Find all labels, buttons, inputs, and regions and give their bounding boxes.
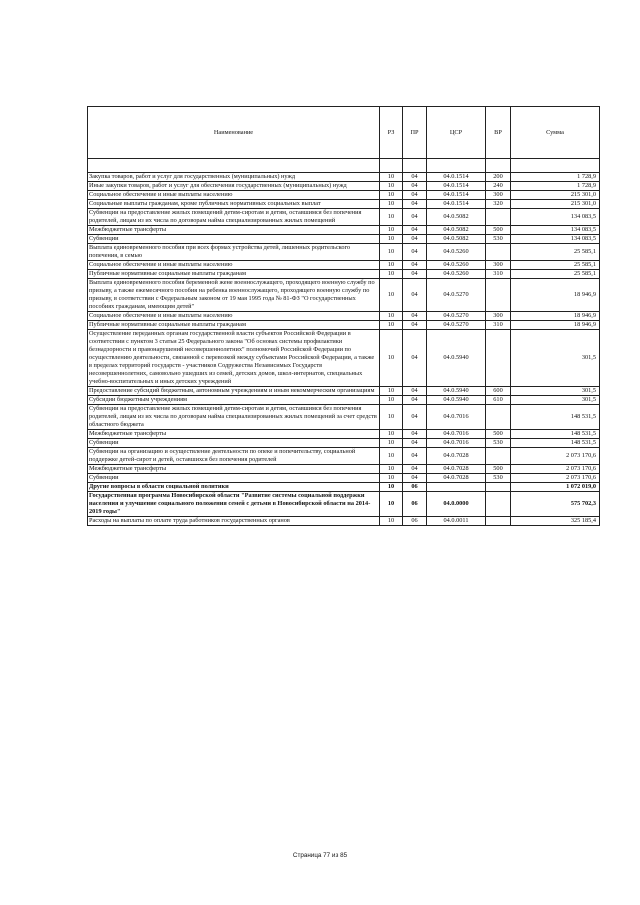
cell-name: Субвенции xyxy=(88,474,380,483)
header-rz: РЗ xyxy=(380,107,403,159)
cell-csr: 04.0.5082 xyxy=(427,209,486,226)
table-row xyxy=(88,244,600,261)
table-row xyxy=(88,465,600,474)
cell-rz: 10 xyxy=(380,439,403,448)
cell-name: Осуществление переданных органам государственной власти субъектов Российской Федерации в соответствии с пунктом 3 статьи 25 Федерального закона "Об основах системы профилактики безнадзорности и правонарушений несовершеннолетних" полномочий Российской Федерации по осуществлению деятельности, связанной с перевозкой между субъектами Российской Федерации, а также в пределах территорий государств - участников Содружества Независимых Государств несовершеннолетних, самовольно ушедших из семей, детских домов, школ-интернатов, специальных учебно-воспитательных и иных детских учреждений xyxy=(88,330,380,387)
cell-name: Предоставление субсидий бюджетным, автономным учреждениям и иным некоммерческим организациям xyxy=(88,387,380,396)
table-row xyxy=(88,226,600,235)
table-body xyxy=(88,173,600,526)
cell-pr: 04 xyxy=(403,396,427,405)
cell-sum: 25 585,1 xyxy=(511,261,600,270)
cell-csr: 04.0.7028 xyxy=(427,474,486,483)
cell-vr xyxy=(486,448,511,465)
cell-csr: 04.0.0000 xyxy=(427,492,486,517)
cell-rz: 10 xyxy=(380,209,403,226)
cell-rz: 10 xyxy=(380,330,403,387)
cell-pr: 04 xyxy=(403,330,427,387)
cell-vr xyxy=(486,517,511,526)
table-row xyxy=(88,330,600,387)
table-row xyxy=(88,312,600,321)
cell-pr: 04 xyxy=(403,474,427,483)
cell-vr: 530 xyxy=(486,474,511,483)
header-sum: Сумма xyxy=(511,107,600,159)
cell-name: Иные закупки товаров, работ и услуг для обеспечения государственных (муниципальных) нужд xyxy=(88,182,380,191)
cell-sum: 134 083,5 xyxy=(511,209,600,226)
cell-rz: 10 xyxy=(380,405,403,430)
cell-csr: 04.0.5270 xyxy=(427,312,486,321)
cell-csr: 04.0.7016 xyxy=(427,430,486,439)
cell-csr: 04.0.7016 xyxy=(427,405,486,430)
table-row xyxy=(88,182,600,191)
cell-rz: 10 xyxy=(380,200,403,209)
cell-csr: 04.0.7028 xyxy=(427,448,486,465)
cell-pr: 04 xyxy=(403,244,427,261)
cell-vr: 500 xyxy=(486,430,511,439)
cell-pr: 06 xyxy=(403,492,427,517)
table-row xyxy=(88,261,600,270)
budget-table xyxy=(87,106,600,526)
cell-vr xyxy=(486,244,511,261)
cell-name: Закупка товаров, работ и услуг для государственных (муниципальных) нужд xyxy=(88,173,380,182)
cell-name: Субвенции на предоставление жилых помещений детям-сиротам и детям, оставшимся без попечения родителей, лицам из их числа по договорам найма специализированных жилых помещений xyxy=(88,209,380,226)
cell-pr: 04 xyxy=(403,191,427,200)
cell-vr: 500 xyxy=(486,465,511,474)
table-row xyxy=(88,387,600,396)
header-pr: ПР xyxy=(403,107,427,159)
cell-vr: 200 xyxy=(486,173,511,182)
cell-csr: 04.0.0011 xyxy=(427,517,486,526)
cell-vr xyxy=(486,492,511,517)
cell-rz: 10 xyxy=(380,517,403,526)
cell-pr: 04 xyxy=(403,387,427,396)
cell-name: Публичные нормативные социальные выплаты гражданам xyxy=(88,321,380,330)
cell-name: Социальные выплаты гражданам, кроме публичных нормативных социальных выплат xyxy=(88,200,380,209)
cell-rz: 10 xyxy=(380,235,403,244)
cell-sum: 148 531,5 xyxy=(511,430,600,439)
cell-rz: 10 xyxy=(380,261,403,270)
cell-sum: 134 083,5 xyxy=(511,226,600,235)
cell-pr: 04 xyxy=(403,439,427,448)
table-row xyxy=(88,270,600,279)
cell-vr: 610 xyxy=(486,396,511,405)
cell-sum: 1 728,9 xyxy=(511,173,600,182)
cell-pr: 06 xyxy=(403,517,427,526)
cell-vr xyxy=(486,279,511,312)
cell-pr: 04 xyxy=(403,209,427,226)
cell-pr: 04 xyxy=(403,430,427,439)
header-name: Наименование xyxy=(88,107,380,159)
cell-name: Межбюджетные трансферты xyxy=(88,430,380,439)
cell-name: Социальное обеспечение и иные выплаты населению xyxy=(88,312,380,321)
cell-vr xyxy=(486,209,511,226)
cell-pr: 04 xyxy=(403,321,427,330)
cell-vr: 600 xyxy=(486,387,511,396)
table-row xyxy=(88,173,600,182)
table-row xyxy=(88,517,600,526)
cell-csr: 04.0.5082 xyxy=(427,235,486,244)
cell-vr xyxy=(486,405,511,430)
cell-rz: 10 xyxy=(380,387,403,396)
cell-sum: 301,5 xyxy=(511,330,600,387)
spacer-cell xyxy=(511,159,600,173)
table-row xyxy=(88,396,600,405)
cell-vr: 310 xyxy=(486,321,511,330)
cell-rz: 10 xyxy=(380,483,403,492)
cell-rz: 10 xyxy=(380,321,403,330)
cell-sum: 301,5 xyxy=(511,387,600,396)
cell-csr: 04.0.1514 xyxy=(427,182,486,191)
cell-csr: 04.0.5260 xyxy=(427,244,486,261)
table-row xyxy=(88,474,600,483)
cell-vr: 300 xyxy=(486,312,511,321)
table-row xyxy=(88,209,600,226)
cell-rz: 10 xyxy=(380,396,403,405)
cell-pr: 04 xyxy=(403,182,427,191)
spacer-cell xyxy=(88,159,380,173)
cell-sum: 25 585,1 xyxy=(511,244,600,261)
table-row xyxy=(88,448,600,465)
page-number: Страница 77 из 85 xyxy=(292,852,348,859)
cell-vr: 310 xyxy=(486,270,511,279)
spacer-cell xyxy=(486,159,511,173)
cell-pr: 04 xyxy=(403,279,427,312)
header-csr: ЦСР xyxy=(427,107,486,159)
cell-rz: 10 xyxy=(380,191,403,200)
cell-rz: 10 xyxy=(380,226,403,235)
cell-sum: 1 728,9 xyxy=(511,182,600,191)
cell-name: Субвенции xyxy=(88,235,380,244)
cell-rz: 10 xyxy=(380,474,403,483)
cell-rz: 10 xyxy=(380,173,403,182)
cell-pr: 04 xyxy=(403,226,427,235)
cell-csr: 04.0.5260 xyxy=(427,261,486,270)
spacer-cell xyxy=(427,159,486,173)
cell-name: Межбюджетные трансферты xyxy=(88,465,380,474)
cell-csr xyxy=(427,483,486,492)
cell-name: Социальное обеспечение и иные выплаты населению xyxy=(88,261,380,270)
cell-sum: 148 531,5 xyxy=(511,439,600,448)
cell-rz: 10 xyxy=(380,448,403,465)
cell-csr: 04.0.7028 xyxy=(427,465,486,474)
cell-csr: 04.0.1514 xyxy=(427,173,486,182)
cell-rz: 10 xyxy=(380,182,403,191)
cell-name: Другие вопросы в области социальной политики xyxy=(88,483,380,492)
cell-sum: 134 083,5 xyxy=(511,235,600,244)
cell-pr: 04 xyxy=(403,448,427,465)
cell-name: Расходы на выплаты по оплате труда работников государственных органов xyxy=(88,517,380,526)
cell-rz: 10 xyxy=(380,465,403,474)
cell-sum: 25 585,1 xyxy=(511,270,600,279)
cell-csr: 04.0.5940 xyxy=(427,387,486,396)
cell-pr: 04 xyxy=(403,200,427,209)
cell-sum: 2 073 170,6 xyxy=(511,448,600,465)
cell-csr: 04.0.5940 xyxy=(427,396,486,405)
cell-pr: 06 xyxy=(403,483,427,492)
cell-pr: 04 xyxy=(403,405,427,430)
cell-rz: 10 xyxy=(380,312,403,321)
table-row xyxy=(88,430,600,439)
table-row xyxy=(88,492,600,517)
cell-csr: 04.0.5082 xyxy=(427,226,486,235)
header-vr: ВР xyxy=(486,107,511,159)
cell-name: Публичные нормативные социальные выплаты гражданам xyxy=(88,270,380,279)
cell-rz: 10 xyxy=(380,492,403,517)
cell-pr: 04 xyxy=(403,235,427,244)
spacer-cell xyxy=(403,159,427,173)
cell-vr: 300 xyxy=(486,261,511,270)
cell-vr: 320 xyxy=(486,200,511,209)
cell-pr: 04 xyxy=(403,465,427,474)
cell-sum: 2 073 170,6 xyxy=(511,474,600,483)
cell-csr: 04.0.1514 xyxy=(427,191,486,200)
cell-sum: 18 946,9 xyxy=(511,279,600,312)
cell-sum: 575 702,3 xyxy=(511,492,600,517)
cell-pr: 04 xyxy=(403,270,427,279)
cell-sum: 215 301,0 xyxy=(511,200,600,209)
table-row xyxy=(88,321,600,330)
cell-name: Субвенции на предоставление жилых помещений детям-сиротам и детям, оставшимся без попечения родителей, лицам из их числа по договорам найма специализированных жилых помещений за счет средств областного бюджета xyxy=(88,405,380,430)
cell-vr xyxy=(486,483,511,492)
cell-csr: 04.0.7016 xyxy=(427,439,486,448)
spacer-cell xyxy=(380,159,403,173)
cell-sum: 148 531,5 xyxy=(511,405,600,430)
cell-name: Государственная программа Новосибирской области "Развитие системы социальной поддержки населения и улучшение социального положения семей с детьми в Новосибирской области на 2014-2019 годы" xyxy=(88,492,380,517)
table-row xyxy=(88,439,600,448)
cell-sum: 215 301,0 xyxy=(511,191,600,200)
cell-name: Выплата единовременного пособия при всех формах устройства детей, лишенных родительского попечения, в семью xyxy=(88,244,380,261)
cell-rz: 10 xyxy=(380,270,403,279)
cell-vr: 300 xyxy=(486,191,511,200)
cell-csr: 04.0.5260 xyxy=(427,270,486,279)
cell-name: Субсидии бюджетным учреждениям xyxy=(88,396,380,405)
cell-sum: 18 946,9 xyxy=(511,321,600,330)
cell-vr: 530 xyxy=(486,235,511,244)
cell-sum: 325 185,4 xyxy=(511,517,600,526)
cell-rz: 10 xyxy=(380,430,403,439)
cell-sum: 301,5 xyxy=(511,396,600,405)
cell-csr: 04.0.5270 xyxy=(427,321,486,330)
cell-vr: 240 xyxy=(486,182,511,191)
cell-pr: 04 xyxy=(403,312,427,321)
cell-name: Субвенции xyxy=(88,439,380,448)
table-row xyxy=(88,200,600,209)
table-row xyxy=(88,405,600,430)
cell-name: Субвенции на организацию и осуществление деятельности по опеке и попечительству, социальной поддержке детей-сирот и детей, оставшихся без попечения родителей xyxy=(88,448,380,465)
cell-csr: 04.0.1514 xyxy=(427,200,486,209)
cell-rz: 10 xyxy=(380,244,403,261)
cell-csr: 04.0.5940 xyxy=(427,330,486,387)
cell-name: Межбюджетные трансферты xyxy=(88,226,380,235)
cell-name: Выплата единовременного пособия беременной жене военнослужащего, проходящего военную службу по призыву, а также ежемесячного пособия на ребенка военнослужащего, проходящего военную службу по призыву, в соответствии с Федеральным законом от 19 мая 1995 года № 81-ФЗ "О государственных пособиях гражданам, имеющим детей" xyxy=(88,279,380,312)
table-row xyxy=(88,191,600,200)
table-row xyxy=(88,279,600,312)
table-row xyxy=(88,483,600,492)
table-header-row xyxy=(88,107,600,159)
cell-rz: 10 xyxy=(380,279,403,312)
table-row xyxy=(88,235,600,244)
cell-sum: 18 946,9 xyxy=(511,312,600,321)
cell-sum: 1 072 019,0 xyxy=(511,483,600,492)
cell-vr: 500 xyxy=(486,226,511,235)
cell-csr: 04.0.5270 xyxy=(427,279,486,312)
cell-vr: 530 xyxy=(486,439,511,448)
cell-sum: 2 073 170,6 xyxy=(511,465,600,474)
cell-pr: 04 xyxy=(403,173,427,182)
cell-pr: 04 xyxy=(403,261,427,270)
header-spacer-row xyxy=(88,159,600,173)
cell-vr xyxy=(486,330,511,387)
cell-name: Социальное обеспечение и иные выплаты населению xyxy=(88,191,380,200)
